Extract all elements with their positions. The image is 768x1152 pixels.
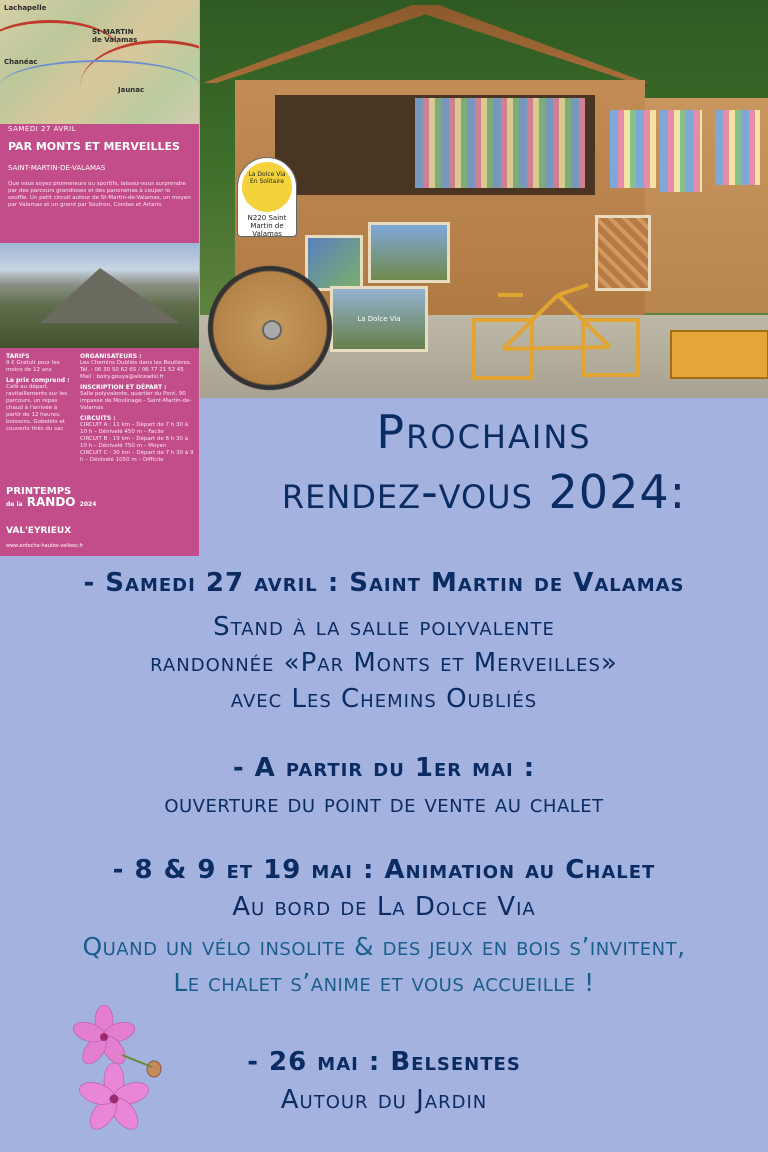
event-3-title: - 8 & 9 et 19 mai : Animation au Chalet	[112, 855, 656, 885]
flyer-valeyrieux-logo: VAL'EYRIEUX	[6, 526, 72, 536]
flyer-mountain-photo	[0, 243, 199, 348]
event-2-title: - A partir du 1er mai :	[232, 753, 536, 783]
flyer-tarifs-heading: TARIFS	[6, 353, 30, 360]
chalet-roof	[203, 5, 648, 83]
flyer-circuit-a: CIRCUIT A : 11 km – Départ de 7 h 30 à 10 h – Dénivelé 450 m – Facile	[80, 422, 189, 435]
event-3-line-3: Le chalet s’anime et vous accueille !	[173, 968, 595, 997]
flyer-tarifs: 9 € Gratuit pour les moins de 12 ans	[6, 360, 60, 373]
event-2-line-1: ouverture du point de vente au chalet	[164, 789, 604, 818]
flyer-map	[0, 0, 199, 124]
flyer-inscription-heading: INSCRIPTION ET DÉPART :	[80, 384, 167, 391]
postcards-rack-2	[660, 110, 702, 192]
flyer-date: SAMEDI 27 AVRIL	[8, 125, 77, 133]
dolce-via-sign	[237, 157, 297, 237]
flyer-url: www.ardeche-hautes-vallees.fr	[6, 543, 84, 549]
postcards-display	[415, 98, 585, 188]
postcards-rack-1	[610, 110, 656, 188]
event-1-title: - Samedi 27 avril : Saint Martin de Valamas	[83, 568, 685, 598]
painting-2	[368, 222, 450, 283]
flyer-place: SAINT-MARTIN-DE-VALAMAS	[8, 164, 106, 172]
flyer-circuit-c: CIRCUIT C : 30 km – Départ de 7 h 30 à 9 h – Dénivelé 1050 m – Difficile	[80, 450, 194, 463]
map-label-chaneac: Chanéac	[4, 58, 38, 66]
wooden-trailer	[670, 330, 768, 379]
flyer-prix-heading: Le prix comprend :	[6, 377, 70, 384]
flyer-circuits-heading: CIRCUITS :	[80, 415, 116, 422]
flyer-inscription: Salle polyvalente, quartier du Pont, 90 impasse de Moulinage - Saint-Martin-de-Valamas	[80, 391, 192, 411]
sign-circle	[242, 162, 292, 212]
map-label-st-martin: St MARTIN de Valamas	[92, 28, 138, 44]
brand-printemps: PRINTEMPS	[6, 486, 72, 497]
headline-line-2: rendez-vous 2024:	[281, 465, 687, 519]
event-1-line-3: avec Les Chemins Oubliés	[230, 684, 538, 714]
event-4-title: - 26 mai : Belsentes	[247, 1047, 521, 1077]
event-1-line-2: randonnée «Par Monts et Merveilles»	[150, 648, 618, 678]
flyer-title: PAR MONTS ET MERVEILLES	[8, 140, 180, 153]
brand-rando: RANDO	[26, 495, 76, 509]
sign-line-2: En Solitaire	[249, 178, 285, 185]
flyer-org: Les Chemins Oubliés dans les Boutières. Tél. : 06 30 50 62 65 / 06 77 21 52 45 Mail : boiry.gouya@aliceadsl.fr	[80, 360, 192, 380]
brand-de-la: de la	[6, 501, 23, 508]
brand-year: 2024	[79, 501, 97, 508]
sign-line-3: N220 Saint Martin de Valamas	[247, 214, 287, 238]
pink-flower-decoration	[62, 1005, 172, 1145]
event-4-line-1: Autour du Jardin	[280, 1085, 488, 1115]
map-label-lachapelle: Lachapelle	[4, 4, 47, 12]
flyer-brand-logo	[6, 486, 96, 510]
flyer-org-heading: ORGANISATEURS :	[80, 353, 142, 360]
postcards-rack-3	[715, 110, 760, 185]
flyer-intro: Que vous soyez promeneurs ou sportifs, laissez-vous surprendre par des parcours grandioses et des panoramas à couper le souffle. Un petit circuit autour de St-Martin-de-Valamas, un moyen par Valamas et un grand par Soutron, Condas et Artaris.	[8, 181, 191, 208]
sign-line-1: La Dolce Via	[248, 171, 286, 178]
event-3-line-1: Au bord de La Dolce Via	[232, 892, 536, 922]
headline-line-1: Prochains	[376, 405, 592, 459]
chalet-photo	[200, 0, 768, 398]
event-3-line-2: Quand un vélo insolite & des jeux en bois s’invitent,	[82, 932, 686, 961]
event-1-line-1: Stand à la salle polyvalente	[213, 612, 555, 642]
flyer-prix: Café au départ, ravitaillements sur les parcours, un repas chaud à l'arrivée à partir de 12 heures, boissons. Gobelets et couverts tirés du sac	[6, 384, 68, 432]
flyer-circuit-b: CIRCUIT B : 19 km – Départ de 8 h 30 à 10 h – Dénivelé 750 m – Moyen	[80, 436, 189, 449]
map-label-jaunac: Jaunac	[118, 86, 145, 94]
flyer-image	[0, 0, 199, 556]
painting-dolce-via: La Dolce Via	[330, 286, 428, 352]
wooden-wheel-game	[204, 262, 336, 394]
